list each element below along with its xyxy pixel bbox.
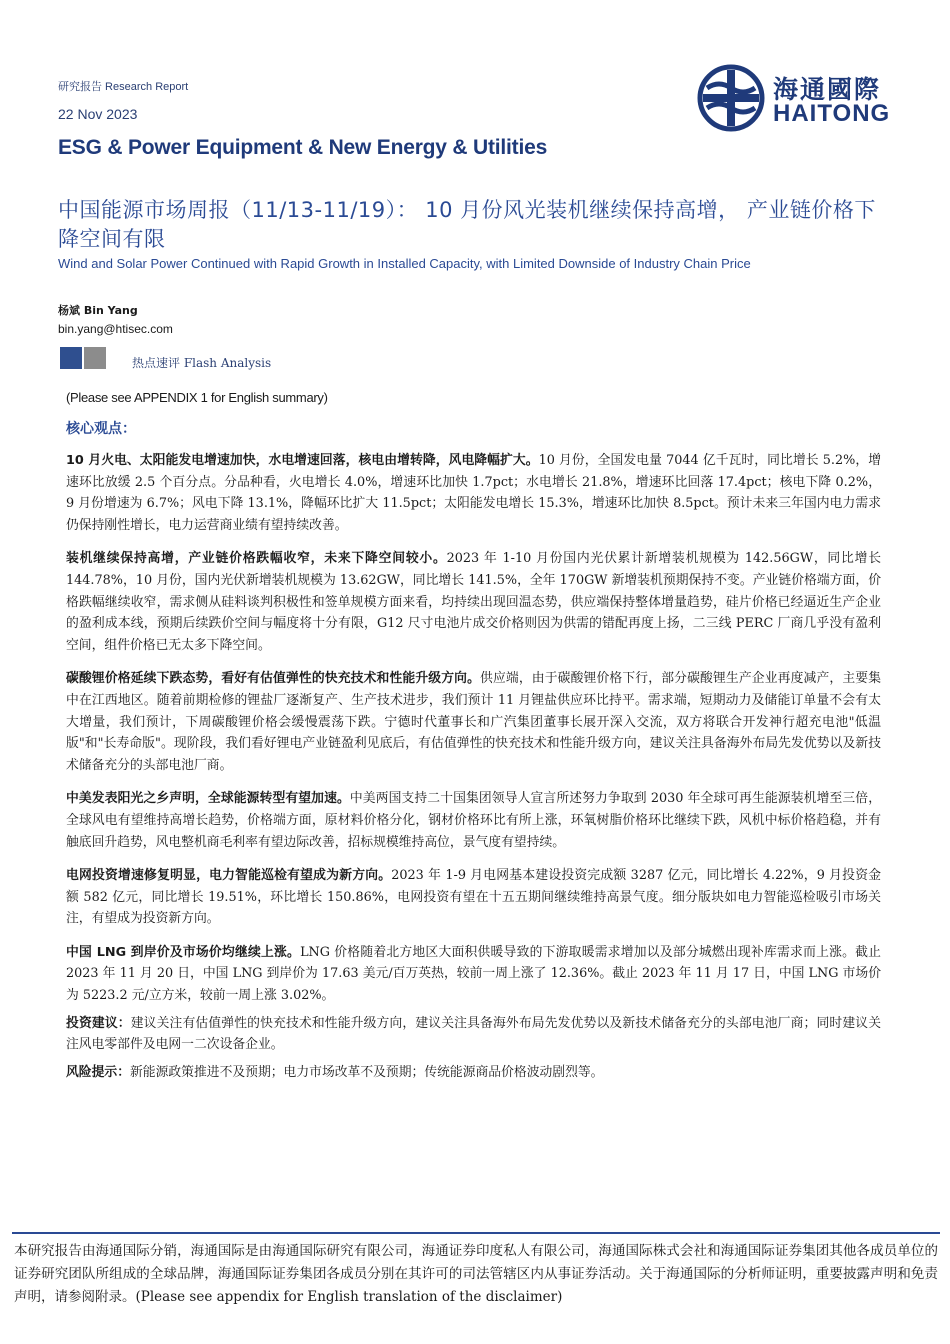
haitong-logo-icon <box>697 64 765 132</box>
paragraph-lead: 风险提示： <box>66 1064 130 1080</box>
paragraph-text: 2023 年 1-9 月电网基本建设投资完成额 3287 亿元，同比增长 4.22%，9 月投资金额 582 亿元，同比增长 19.51%，环比增长 150.86%，电网投资有望在十五五期间继续维持高景气度。细分版块如电力智能巡检吸引市场关注，有望成为投资新方向。 <box>66 868 881 927</box>
logo-chinese-name: 海通國際 <box>773 75 882 104</box>
paragraph-lead: 碳酸锂价格延续下跌态势，看好有估值弹性的快充技术和性能升级方向。 <box>66 671 481 687</box>
footer-disclaimer: 本研究报告由海通国际分销，海通国际是由海通国际研究有限公司，海通证券印度私人有限公司，海通国际株式会社和海通国际证券集团其他各成员单位的证券研究团队所组成的全球品牌，海通国际证券集团各成员分别在其许可的司法管辖区内从事证券活动。关于海通国际的分析师证明，重要披露声明和免责声明，请参阅附录。(Please see appendix for English translation of the disclaimer) <box>14 1243 938 1305</box>
report-date: 22 Nov 2023 <box>58 106 138 122</box>
author-email[interactable]: bin.yang@htisec.com <box>58 322 173 336</box>
paragraph-text: 中美两国支持二十国集团领导人宣言所述努力争取到 2030 年全球可再生能源装机增至三倍，全球风电有望维持高增长趋势，价格端方面，原材料价格分化，钢材价格环比有所上涨，环氧树脂价格环比继续下跌，风机中标价格趋稳，并有触底回升趋势，风电整机商毛利率有望边际改善，招标规模维持高位，景气度有望持续。 <box>66 791 882 850</box>
author-name: 杨斌 Bin Yang <box>58 304 138 317</box>
paragraph-text: 2023 年 1-10 月份国内光伏累计新增装机规模为 142.56GW，同比增长 144.78%，10 月份，国内光伏新增装机规模为 13.62GW，同比增长 141.5%，全年 170GW 新增装机预期保持不变。产业链价格端方面，价格跌幅继续收窄，需求侧从硅料谈判积极性和签单规模方面来看，均持续出现回温态势，供应端保持整体增量趋势，硅片价格已经逼近生产企业的盈利成本线，预期后续跌价空间与幅度将十分有限，G12 尺寸电池片成交价格则因为供需的错配再度上扬，二三线 PERC 厂商几乎没有盈利空间，组件价格已无太多下降空间。 <box>66 551 881 653</box>
paragraph-risk-warning <box>66 1062 881 1084</box>
paragraph-text: 新能源政策推进不及预期；电力市场改革不及预期；传统能源商品价格波动剧烈等。 <box>129 1064 604 1080</box>
badge-block-blue <box>60 347 82 369</box>
paragraph-lead: 装机继续保持高增，产业链价格跌幅收窄，未来下降空间较小。 <box>66 551 447 567</box>
paragraph-lead: 电网投资增速修复明显，电力智能巡检有望成为新方向。 <box>66 868 392 884</box>
footer-divider <box>12 1232 940 1234</box>
haitong-logo <box>697 64 891 134</box>
report-header <box>58 78 547 160</box>
paragraph-text: LNG 价格随着北方地区大面积供暖导致的下游取暖需求增加以及部分城燃出现补库需求而上涨。截止 2023 年 11 月 20 日，中国 LNG 到岸价为 17.63 美元/百万英热，较前一周上涨了 12.36%。截止 2023 年 11 月 17 日，中国 LNG 市场价为 5223.2 元/立方米，较前一周上涨 3.02%。 <box>66 944 881 1004</box>
appendix-note: (Please see APPENDIX 1 for English summary) <box>66 390 328 405</box>
paragraph-solar-installation <box>66 548 881 656</box>
sector-title: ESG & Power Equipment & New Energy & Utilities <box>58 136 548 159</box>
paragraph-text: 供应端，由于碳酸锂价格下行，部分碳酸锂生产企业再度减产，主要集中在江西地区。随着前期检修的锂盐厂逐渐复产、生产技术进步，我们预计 11 月锂盐供应环比持平。需求端，短期动力及储能订单量不会有太大增量，我们预计，下周碳酸锂价格会缓慢震荡下跌。宁德时代董事长和广汽集团董事长展开深入交流，双方将联合开发神行超充电池"低温版"和"长寿命版"。现阶段，我们看好锂电产业链盈利见底后，有估值弹性的快充技术和性能升级方向，建议关注具备海外布局先发优势以及新技术储备充分的头部电池厂商。 <box>66 671 882 773</box>
report-title-en: Wind and Solar Power Continued with Rapid Growth in Installed Capacity, with Limited Downside of Industry Chain Price <box>58 256 751 271</box>
badge-block-grey <box>84 347 106 369</box>
report-title-cn: 中国能源市场周报（11/13-11/19）： 10 月份风光装机继续保持高增， 产业链价格下降空间有限 <box>58 198 876 251</box>
paragraph-text: 建议关注有估值弹性的快充技术和性能升级方向，建议关注具备海外布局先发优势以及新技术储备充分的头部电池厂商；同时建议关注风电零部件及电网一二次设备企业。 <box>66 1015 882 1053</box>
paragraph-power-generation <box>66 450 881 536</box>
paragraph-investment-advice <box>66 1013 881 1056</box>
paragraph-lead: 10 月火电、太阳能发电增速加快，水电增速回落，核电由增转降，风电降幅扩大。 <box>66 453 539 468</box>
core-views-heading: 核心观点： <box>66 421 136 437</box>
paragraph-us-china-statement <box>66 788 881 853</box>
paragraph-lead: 中美发表阳光之乡声明，全球能源转型有望加速。 <box>66 791 350 807</box>
paragraph-grid-investment <box>66 865 881 930</box>
logo-english-name: HAITONG <box>773 100 891 127</box>
paragraph-lng-price <box>66 942 881 1007</box>
paragraph-lead: 投资建议： <box>66 1015 131 1031</box>
flash-analysis-label: 热点速评 Flash Analysis <box>132 356 272 370</box>
report-body <box>66 450 881 1095</box>
paragraph-text: 10 月份，全国发电量 7044 亿千瓦时，同比增长 5.2%，增速环比放缓 2.5 个百分点。分品种看，火电增长 4.0%，增速环比加快 1.7pct；水电增长 21.8%，增速环比回落 17.4pct；核电下降 0.2%，9 月份增速为 6.7%；风电下降 13.1%，降幅环比扩大 11.5pct；太阳能发电增长 15.3%，增速环比加快 8.5pct。预计未来三年国内电力需求仍保持刚性增长，电力运营商业绩有望持续改善。 <box>66 453 881 533</box>
paragraph-lead: 中国 LNG 到岸价及市场价均继续上涨。 <box>66 944 301 960</box>
paragraph-lithium-carbonate <box>66 668 881 776</box>
report-type: 研究报告 Research Report <box>58 81 189 93</box>
